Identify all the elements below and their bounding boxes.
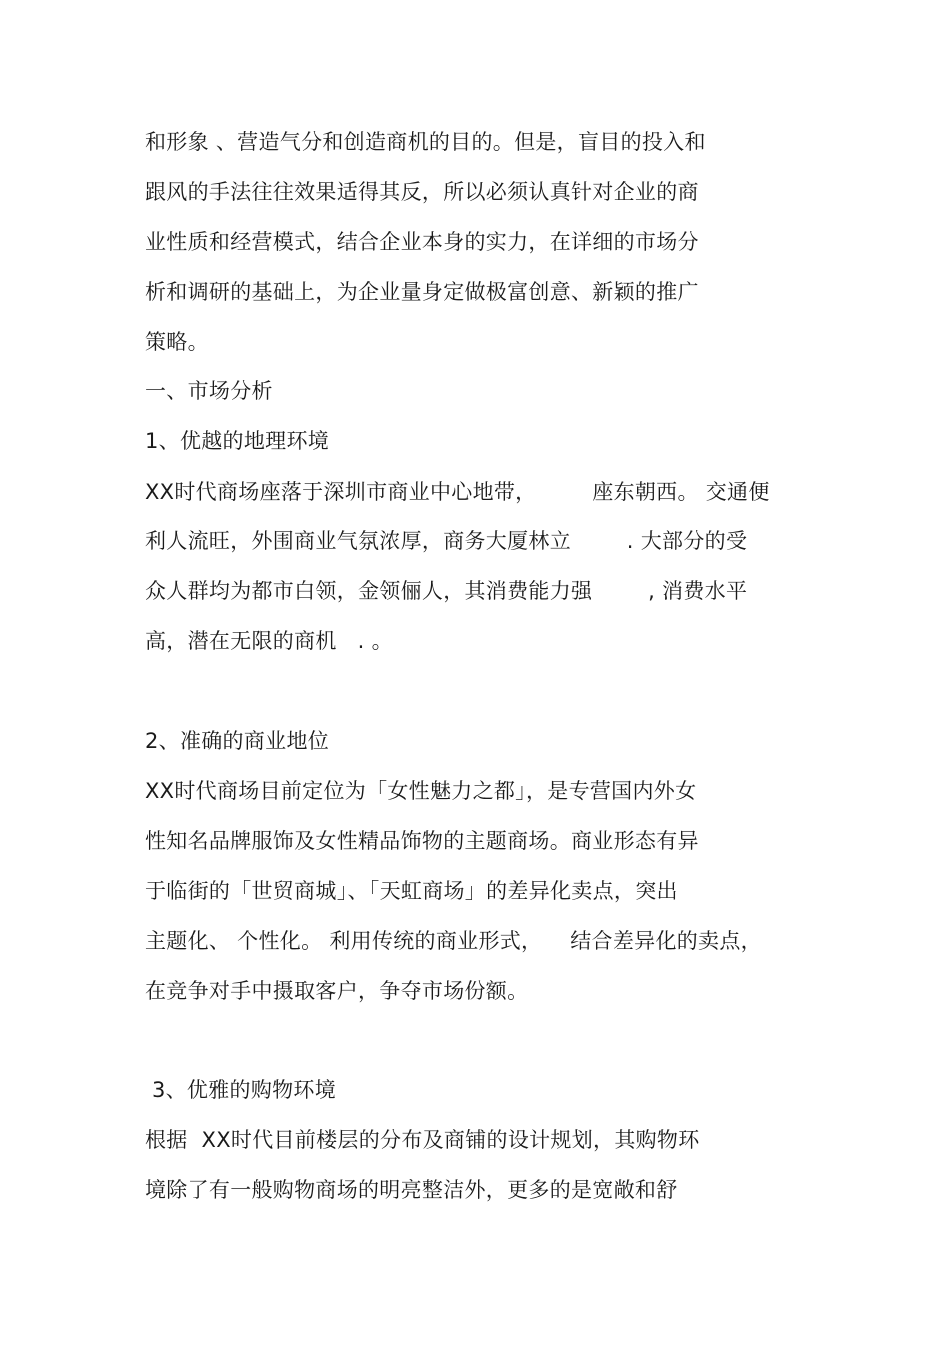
sub1-line-2: 利人流旺，外围商业气氛浓厚，商务大厦林立 . 大部分的受 <box>145 529 748 553</box>
sub1-line-4: 高，潜在无限的商机 . 。 <box>145 629 393 653</box>
sub2-line-5: 在竞争对手中摄取客户，争夺市场份额。 <box>145 979 529 1003</box>
sub1-line-3: 众人群均为都市白领，金领俪人，其消费能力强 , 消费水平 <box>145 579 748 603</box>
intro-line-1: 和形象 、营造气分和创造商机的目的。但是，盲目的投入和 <box>145 130 706 154</box>
sub3-line-1: 根据 XX时代目前楼层的分布及商铺的设计规划，其购物环 <box>145 1128 700 1152</box>
intro-line-3: 业性质和经营模式，结合企业本身的实力，在详细的市场分 <box>145 230 699 254</box>
sub2-line-3: 于临街的「世贸商城」、「天虹商场」的差异化卖点，突出 <box>145 879 678 903</box>
sub3-heading: 3、优雅的购物环境 <box>145 1078 337 1102</box>
intro-line-4: 析和调研的基础上，为企业量身定做极富创意、新颖的推广 <box>145 280 699 304</box>
sub2-line-4: 主题化、 个性化。 利用传统的商业形式， 结合差异化的卖点， <box>145 929 762 953</box>
intro-line-5: 策略。 <box>145 330 209 354</box>
sub1-line-1: XX时代商场座落于深圳市商业中心地带， 座东朝西。 交通便 <box>145 480 770 504</box>
sub2-line-2: 性知名品牌服饰及女性精品饰物的主题商场。商业形态有异 <box>145 829 699 853</box>
section-title: 一、市场分析 <box>145 379 273 403</box>
sub3-line-2: 境除了有一般购物商场的明亮整洁外，更多的是宽敞和舒 <box>145 1178 678 1202</box>
intro-line-2: 跟风的手法往往效果适得其反，所以必须认真针对企业的商 <box>145 180 699 204</box>
sub2-heading: 2、准确的商业地位 <box>145 729 330 753</box>
sub2-line-1: XX时代商场目前定位为「女性魅力之都」，是专营国内外女 <box>145 779 697 803</box>
sub1-heading: 1、优越的地理环境 <box>145 429 330 453</box>
